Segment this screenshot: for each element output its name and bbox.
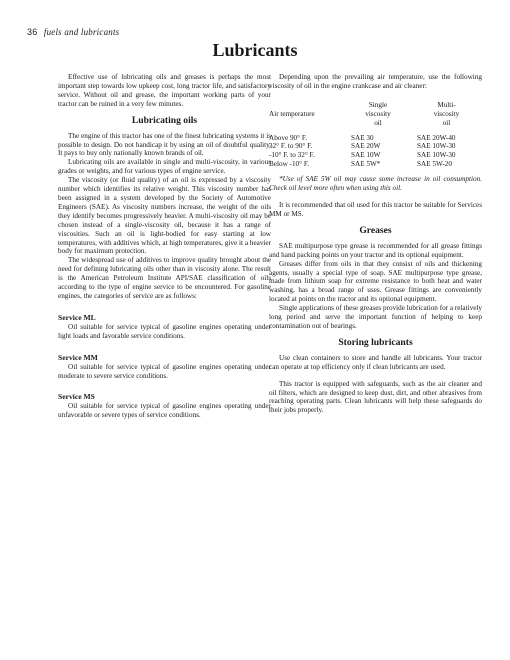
paragraph: Use clean containers to store and handle all lubricants. Your tractor can operate at top efficiency only if clean lubricants are used. [269, 353, 482, 371]
table-cell: -10° F. to 32° F. [269, 151, 315, 160]
greases-heading: Greases [359, 224, 392, 236]
table-cell: SAE 20W-40 [417, 133, 456, 142]
table-header-multi: oil [442, 118, 451, 127]
service-ms-text: Oil suitable for service typical of gasoline engines operating under unfavorable or severe types of service conditions. [58, 402, 271, 420]
table-cell: Below -10° F. [269, 160, 310, 169]
table-row [269, 151, 482, 160]
table-cell: SAE 10W-30 [417, 142, 456, 151]
table-header-single: viscosity [365, 109, 391, 118]
table-header-multi: Multi- [437, 100, 456, 109]
table-header-multi: viscosity [433, 109, 460, 118]
storing-lubricants-heading: Storing lubricants [338, 336, 413, 348]
page-number: 36 [27, 27, 38, 37]
page-title: Lubricants [212, 40, 298, 60]
paragraph: SAE multipurpose type grease is recommended for all grease fittings and hand packing points on your tractor and its optional equipment. [269, 241, 482, 259]
right-column [269, 73, 482, 415]
table-cell: SAE 5W-20 [417, 160, 452, 169]
paragraph: It is recommended that oil used for this tractor be suitable for Services MM or MS. [269, 200, 482, 218]
service-ml-heading: Service ML [58, 312, 96, 322]
paragraph: The viscosity (or fluid quality) of an oil is expressed by a viscosity number which identifies its relative weight. This viscosity number has been assigned in a system developed by the Society of Automotive Engineers (SAE). As viscosity numbers increase, the weight of the oils they identify becomes progressively heavier. A multi-viscosity oil may be chosen instead of a single-viscosity oil, because it has a range of viscosities. Such an oil is light-bodied for easy starting at low temperatures, with additives which, at high temperatures, give it a heavier body for maximum protection. [58, 176, 271, 256]
table-row [269, 142, 482, 151]
footnote: *Use of SAE 5W oil may cause some increase in oil consumption. Check oil level more often when using this oil. [269, 175, 482, 193]
paragraph: Greases differ from oils in that they consist of oils and thickening agents, usually a special type of soap. SAE multipurpose type grease, made from lithium soap for extreme resistance to both heat and water washing, has a broad range of uses. Grease fittings are conveniently located at points on the tractor and its optional equipment. [269, 259, 482, 304]
paragraph: Single applications of these greases provide lubrication for a relatively long period and serve the important function of helping to keep contamination out of bearings. [269, 304, 482, 330]
table-row [269, 160, 482, 169]
lubricating-oils-heading: Lubricating oils [131, 114, 198, 126]
table-cell: 32° F. to 90° F. [269, 142, 313, 151]
paragraph: Lubricating oils are available in single and multi-viscosity, in various grades or weights, and for various types of engine service. [58, 158, 271, 176]
intro-paragraph: Effective use of lubricating oils and greases is perhaps the most important step towards low upkeep cost, long tractor life, and satisfactory service. Without oil and grease, the important working parts of your tractor can be ruined in a very few minutes. [58, 73, 271, 108]
table-cell: SAE 10W [351, 151, 381, 160]
service-ml-text: Oil suitable for service typical of gasoline engines operating under light loads and favorable service conditions. [58, 322, 271, 340]
section-title: fuels and lubricants [43, 27, 120, 37]
left-column [58, 73, 271, 420]
paragraph: This tractor is equipped with safeguards, such as the air cleaner and oil filters, which are designed to keep dust, dirt, and other abrasives from reaching operating parts. Clean lubricants will help these safeguards do their jobs properly. [269, 379, 482, 415]
service-ms-heading: Service MS [58, 392, 95, 402]
service-mm-heading: Service MM [58, 352, 98, 362]
table-cell: Above 90° F. [269, 133, 308, 142]
paragraph: Depending upon the prevailing air temperature, use the following viscosity of oil in the engine crankcase and air cleaner: [269, 73, 482, 90]
paragraph: The engine of this tractor has one of the finest lubricating systems it is possible to design. Do not handicap it by using an oil of doubtful quality. It pays to buy only nationally known brands of oil. [58, 131, 271, 158]
table-row [269, 134, 482, 143]
table-cell: SAE 5W* [351, 160, 381, 169]
running-head [27, 27, 119, 37]
table-cell: SAE 30 [351, 133, 374, 142]
viscosity-table [269, 101, 482, 169]
service-mm-text: Oil suitable for service typical of gasoline engines operating under moderate to severe service conditions. [58, 362, 271, 380]
table-header-single: oil [374, 118, 382, 127]
table-cell: SAE 10W-30 [417, 151, 456, 160]
paragraph: The widespread use of additives to improve quality brought about the need for defining lubricating oils other than in viscosity alone. The result is the American Petroleum Institute API/SAE classification of oils according to the type of engine service to be encountered. For gasoline engines, the categories of service are as follows: [58, 256, 271, 300]
table-header-single: Single [368, 100, 388, 109]
table-header-temp: Air temperature [269, 109, 315, 118]
table-cell: SAE 20W [351, 142, 381, 151]
